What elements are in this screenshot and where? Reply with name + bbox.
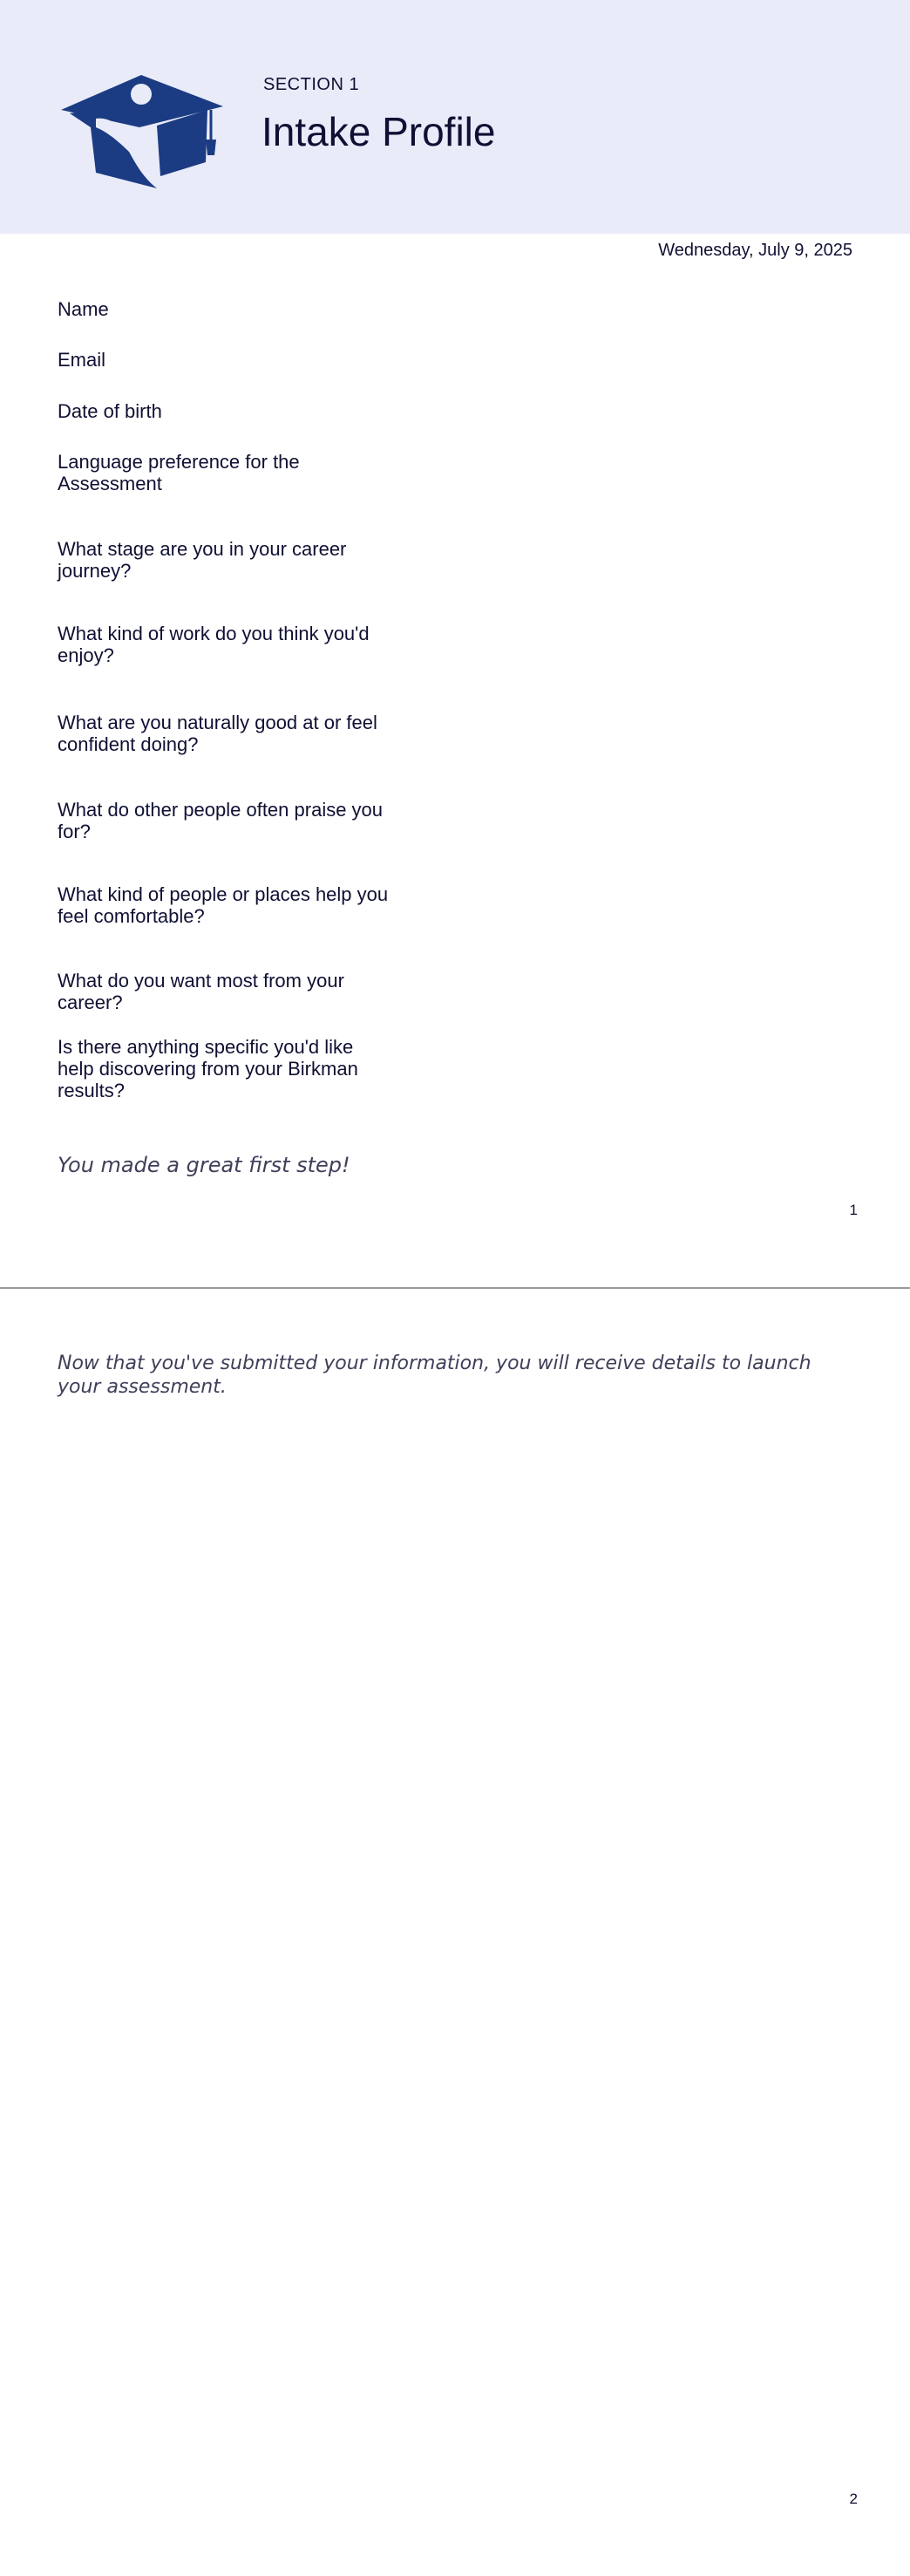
section-label: SECTION 1	[263, 75, 360, 94]
page-1	[0, 0, 910, 1287]
field-label-naturally-good: What are you naturally good at or feel confident doing?	[58, 712, 377, 755]
page-number: 1	[849, 1202, 858, 1218]
field-label-name: Name	[58, 298, 109, 320]
page-divider	[0, 1287, 910, 1289]
field-label-date-of-birth: Date of birth	[58, 400, 162, 422]
header-band	[0, 0, 910, 234]
graduate-cap-logo-icon	[61, 75, 223, 192]
field-label-language-preference: Language preference for the Assessment	[58, 451, 300, 494]
field-label-work-enjoy: What kind of work do you think you'd enjoy?	[58, 623, 370, 666]
closing-message: You made a great first step!	[58, 1153, 350, 1177]
field-label-career-stage: What stage are you in your career journey?	[58, 538, 347, 582]
page-title: Intake Profile	[261, 109, 496, 154]
page-2-intro-text: Now that you've submitted your information, you will receive details to launch your assessment.	[58, 1353, 812, 1398]
field-label-comfortable: What kind of people or places help you feel comfortable?	[58, 883, 389, 927]
field-label-birkman-help: Is there anything specific you'd like help discovering from your Birkman results?	[58, 1036, 358, 1101]
field-label-praise: What do other people often praise you for?	[58, 799, 384, 842]
page-number: 2	[849, 2491, 858, 2507]
document-date: Wednesday, July 9, 2025	[658, 241, 852, 260]
field-label-email: Email	[58, 349, 106, 371]
field-label-career-want: What do you want most from your career?	[58, 970, 344, 1013]
